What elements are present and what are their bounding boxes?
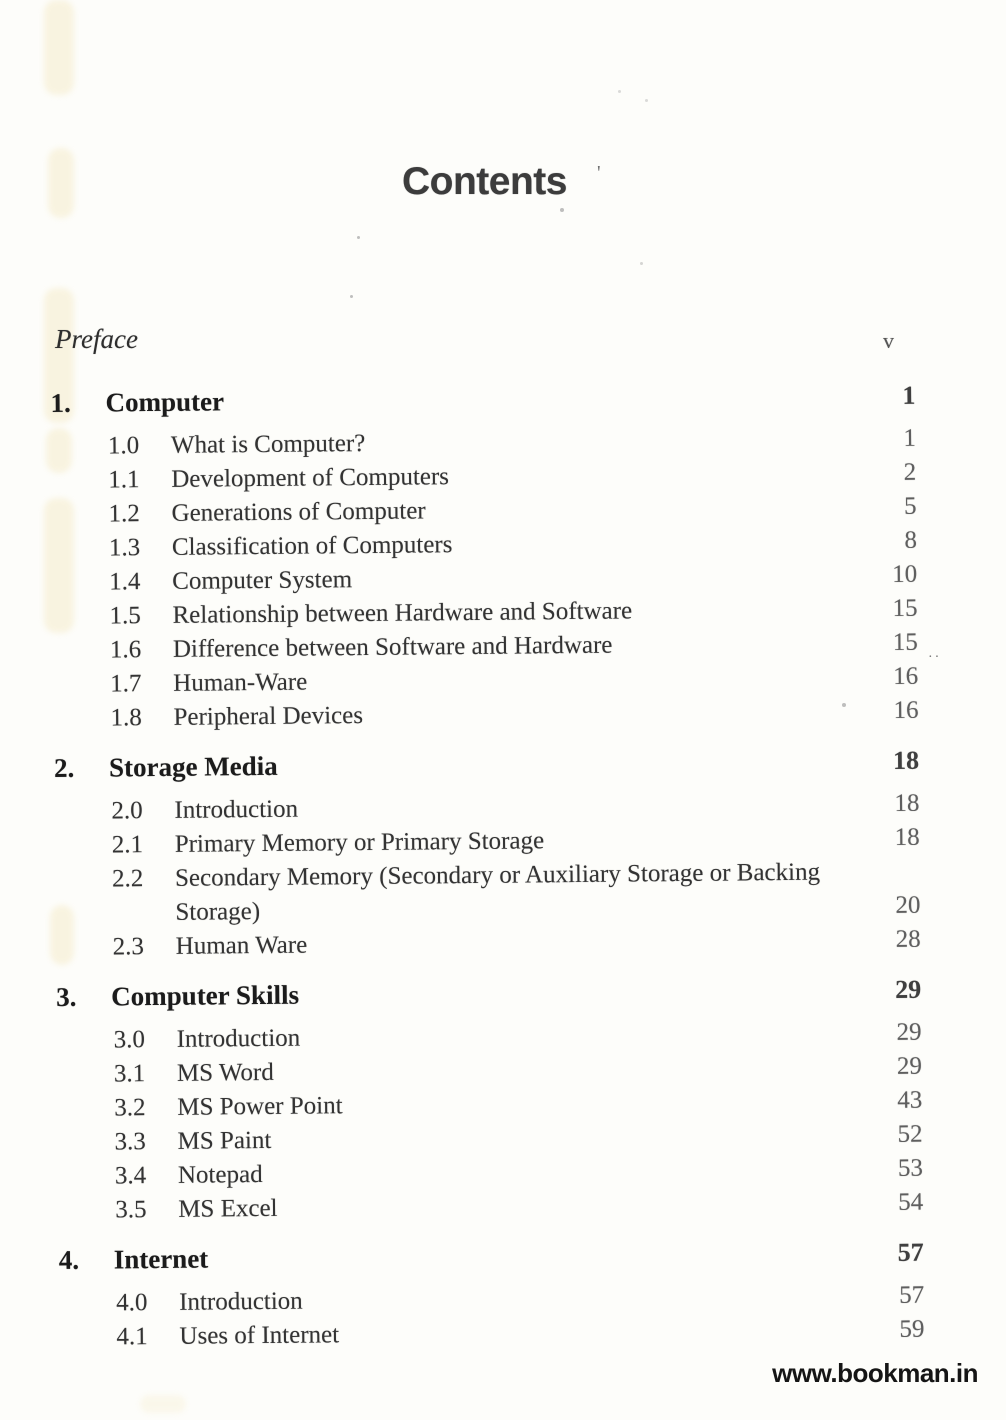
section-number: 1.7: [110, 670, 142, 698]
section-row: [56, 923, 921, 965]
section-page-number: 15: [892, 594, 918, 622]
scan-streak: [140, 1395, 186, 1413]
section-number: 1.0: [107, 432, 140, 460]
page-title: Contents: [402, 160, 567, 203]
chapter-number: 1.: [50, 387, 71, 419]
section-number: 2.3: [112, 933, 145, 961]
section-title-line2-row: [175, 889, 920, 930]
section-title: Development of Computers: [171, 463, 450, 493]
section-number: 1.1: [108, 466, 140, 494]
section-title: Human Ware: [175, 931, 308, 960]
section-number: 3.1: [113, 1060, 146, 1088]
section-number: 1.6: [109, 636, 142, 664]
chapter-row-internet: [59, 1235, 924, 1278]
section-title: Introduction: [179, 1287, 303, 1316]
section-page-number: 59: [899, 1315, 925, 1343]
section-number: 1.3: [108, 534, 141, 562]
section-number: 2.1: [111, 831, 144, 859]
chapter-page-number: 18: [892, 745, 920, 775]
section-row: [59, 1313, 924, 1355]
section-number: 3.3: [114, 1128, 146, 1156]
section-page-number: 10: [892, 560, 918, 588]
section-page-number: 29: [896, 1018, 922, 1046]
section-title: Difference between Software and Hardware: [172, 631, 613, 663]
section-row-multiline: [55, 855, 921, 931]
section-page-number: 1: [903, 424, 917, 452]
section-page-number: 16: [893, 662, 919, 690]
section-page-number: 43: [897, 1086, 923, 1114]
section-page-number: 16: [893, 696, 919, 724]
section-row: [53, 694, 918, 736]
section-number: 3.0: [113, 1026, 146, 1054]
section-page-number: 18: [894, 823, 920, 851]
chapter-row-computer-skills: [56, 972, 921, 1015]
section-title: MS Word: [176, 1058, 274, 1087]
section-page-number: 15: [892, 628, 918, 656]
chapter-page-number: 29: [895, 974, 922, 1004]
watermark-text: www.bookman.in: [772, 1358, 978, 1388]
section-title-block: [175, 855, 921, 930]
stray-apostrophe-mark: ': [597, 162, 601, 184]
section-title-line2: Storage): [175, 898, 261, 926]
scan-speck: [640, 262, 643, 265]
section-title: Peripheral Devices: [173, 702, 364, 731]
scan-speck: [645, 99, 648, 102]
section-number: 3.5: [115, 1196, 147, 1224]
section-page-number: 54: [898, 1188, 924, 1216]
preface-label: Preface: [55, 324, 138, 354]
section-title: What is Computer?: [170, 430, 366, 459]
chapter-row-computer: [50, 378, 915, 421]
chapter-page-number: 57: [897, 1237, 924, 1267]
section-title: MS Excel: [178, 1194, 278, 1223]
section-number: 3.4: [114, 1162, 147, 1190]
section-page-number: 5: [903, 492, 917, 520]
section-title: Computer System: [172, 566, 353, 595]
chapter-number: 3.: [56, 981, 77, 1012]
section-title: Primary Memory or Primary Storage: [174, 827, 545, 858]
preface-page-number: v: [883, 328, 894, 353]
section-title: Relationship between Hardware and Software: [172, 597, 633, 629]
section-title: Introduction: [174, 795, 299, 824]
section-title: Generations of Computer: [171, 497, 426, 527]
table-of-contents: [50, 322, 925, 1355]
scan-streak: [44, 0, 74, 95]
section-page-number: 52: [897, 1120, 923, 1148]
section-title: Human-Ware: [173, 668, 308, 697]
scan-streak: [48, 148, 74, 218]
section-number: 4.0: [116, 1289, 148, 1317]
chapter-list: [50, 378, 924, 1355]
section-page-number: 8: [904, 526, 917, 554]
section-number: 1.8: [110, 704, 142, 732]
scan-speck: [350, 295, 353, 298]
scan-speck: [618, 90, 621, 93]
section-page-number: 2: [903, 458, 917, 486]
section-number: 2.2: [111, 865, 144, 893]
section-page-number: 20: [895, 891, 921, 919]
section-title-line1: Secondary Memory (Secondary or Auxiliary Storage or Backing: [174, 858, 821, 892]
scan-speck: [560, 208, 564, 212]
chapter-title: Internet: [113, 1243, 209, 1275]
section-number: 1.4: [109, 568, 141, 596]
chapter-title: Storage Media: [108, 750, 278, 783]
stray-dots-mark: ··: [928, 650, 942, 665]
section-row: [58, 1186, 923, 1228]
section-title: Uses of Internet: [179, 1321, 340, 1350]
section-number: 1.2: [108, 500, 140, 528]
section-number: 1.5: [109, 602, 141, 630]
chapter-title: Computer Skills: [111, 979, 300, 1012]
section-number: 3.2: [114, 1094, 146, 1122]
chapter-title: Computer: [105, 386, 225, 418]
section-page-number: 29: [896, 1052, 923, 1080]
chapter-number: 2.: [53, 752, 75, 784]
section-title: Introduction: [176, 1024, 301, 1053]
section-title: Classification of Computers: [171, 531, 453, 561]
chapter-number: 4.: [58, 1244, 80, 1275]
section-title: MS Power Point: [177, 1092, 343, 1121]
section-page-number: 28: [895, 925, 921, 953]
section-number: 4.1: [116, 1323, 148, 1351]
section-page-number: 57: [898, 1281, 925, 1309]
preface-row: [55, 322, 920, 358]
chapter-row-storage-media: [54, 743, 919, 786]
chapter-page-number: 1: [902, 380, 916, 410]
section-title: Notepad: [177, 1161, 263, 1189]
section-number: 2.0: [111, 797, 143, 825]
section-page-number: 18: [894, 789, 920, 817]
scan-speck: [357, 236, 360, 239]
section-page-number: 53: [897, 1154, 924, 1182]
section-title: MS Paint: [177, 1126, 272, 1155]
